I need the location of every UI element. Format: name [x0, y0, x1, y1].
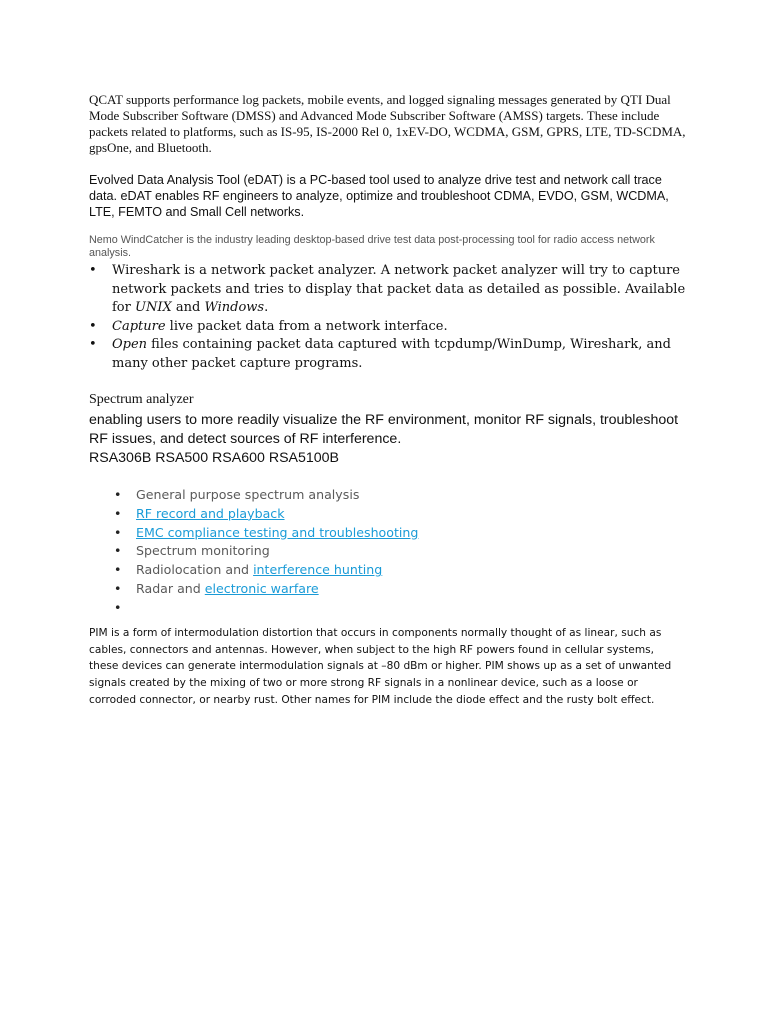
bullet-icon: •	[114, 562, 122, 578]
spectrum-title: Spectrum analyzer	[89, 392, 194, 407]
period-text: .	[264, 300, 269, 315]
interference-hunting-link[interactable]: interference hunting	[253, 562, 383, 578]
bullet-icon: •	[114, 543, 122, 559]
feature-text: General purpose spectrum analysis	[136, 487, 360, 502]
open-text: Open	[112, 337, 148, 352]
list-item	[89, 262, 689, 318]
list-item	[89, 336, 689, 373]
features-list	[89, 486, 689, 615]
list-item	[114, 486, 689, 505]
capture-rest-text: live packet data from a network interface.	[165, 318, 448, 334]
list-item	[114, 580, 689, 599]
bullet-icon: •	[89, 263, 97, 278]
bullet-icon: •	[114, 580, 122, 596]
wireshark-list	[89, 262, 689, 373]
rf-record-link[interactable]: RF record and playback	[136, 505, 285, 521]
windows-text: Windows	[204, 300, 265, 315]
spectrum-models: RSA306B RSA500 RSA600 RSA5100B	[89, 450, 340, 466]
pim-paragraph: PIM is a form of intermodulation distortion that occurs in components normally thought of as linear, such as cables, connectors and antennas. However, when subject to the high RF powers found in cellular systems, these devices can generate intermodulation signals at –80 dBm or higher. PIM shows up as a set of unwanted signals created by the mixing of two or more strong RF signals in a nonlinear device, such as a loose or corroded connector, or nearby rust. Other names for PIM include the diode effect and the rusty bolt effect.	[89, 626, 672, 706]
bullet-icon: •	[114, 487, 122, 502]
and-text: and	[171, 300, 205, 315]
bullet-icon: •	[114, 599, 122, 615]
feature-text: Spectrum monitoring	[136, 543, 270, 559]
electronic-warfare-link[interactable]: electronic warfare	[204, 580, 319, 596]
list-item	[114, 524, 689, 543]
wireshark-text: Wireshark is a network packet analyzer. A network packet analyzer will try to capture network packets and tries to display that packet data as detailed as possible. Available for	[112, 263, 686, 315]
list-item	[114, 505, 689, 524]
nemo-paragraph: Nemo WindCatcher is the industry leading desktop-based drive test data post-processing tool for radio access network analysis.	[89, 234, 655, 259]
edat-paragraph: Evolved Data Analysis Tool (eDAT) is a PC-based tool used to analyze drive test and network call trace data. eDAT enables RF engineers to analyze, optimize and troubleshoot CDMA, EVDO, GSM, WCDMA, LTE, FEMTO and Small Cell networks.	[89, 173, 669, 219]
emc-compliance-link[interactable]: EMC compliance testing and troubleshooting	[136, 524, 419, 540]
bullet-icon: •	[114, 505, 122, 521]
spectrum-description: enabling users to more readily visualize the RF environment, monitor RF signals, troubleshoot RF issues, and detect sources of RF interference.	[89, 412, 679, 447]
feature-text: Radiolocation and	[136, 562, 254, 578]
capture-text: Capture	[112, 318, 166, 334]
qcat-paragraph: QCAT supports performance log packets, mobile events, and logged signaling messages generated by QTI Dual Mode Subscriber Software (DMSS) and Advanced Mode Subscriber Software (AMSS) targets. These include packets related to platforms, such as IS-95, IS-2000 Rel 0, 1xEV-DO, WCDMA, GSM, GPRS, LTE, TD-SCDMA, gpsOne, and Bluetooth.	[89, 92, 686, 155]
list-item	[114, 561, 689, 580]
feature-text: Radar and	[136, 580, 205, 596]
unix-text: UNIX	[135, 300, 172, 315]
bullet-icon: •	[89, 318, 97, 334]
bullet-icon: •	[114, 524, 122, 540]
list-item	[89, 318, 689, 337]
open-rest-text: files containing packet data captured with tcpdump/WinDump, Wireshark, and many other packet capture programs.	[112, 337, 671, 371]
bullet-icon: •	[89, 337, 97, 352]
document-page	[89, 92, 689, 709]
list-item	[114, 542, 689, 561]
